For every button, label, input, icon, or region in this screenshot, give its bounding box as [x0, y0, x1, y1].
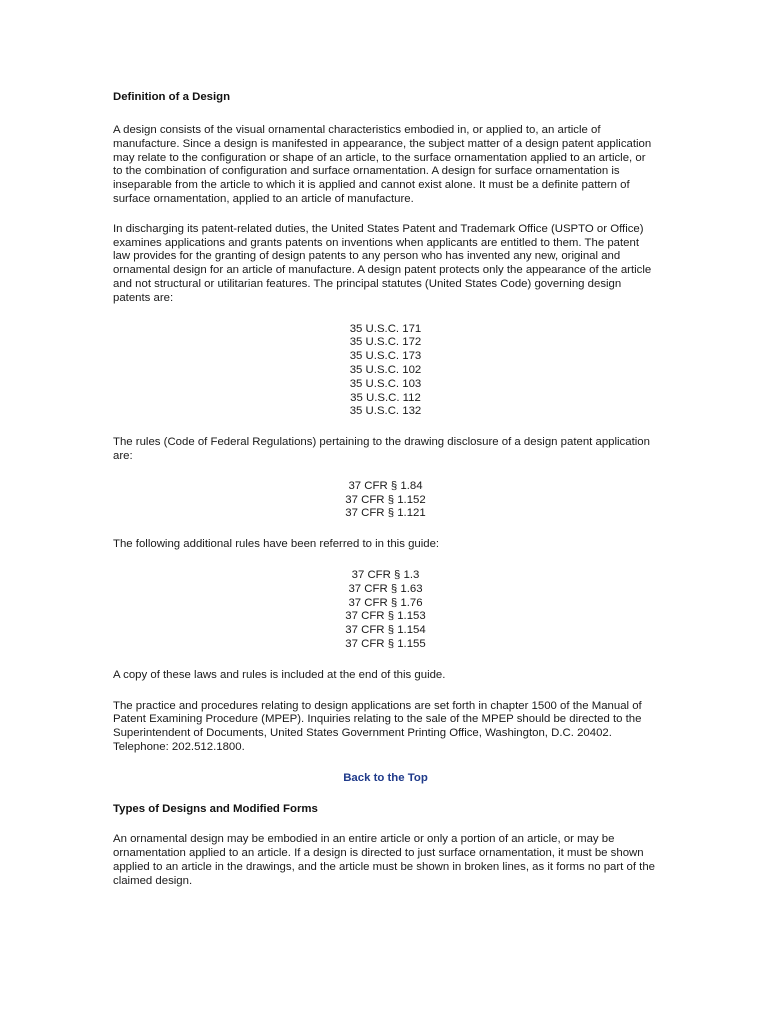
additional-rules-list [113, 569, 658, 652]
rule-item: 37 CFR § 1.3 [351, 568, 420, 581]
rule-item: 37 CFR § 1.121 [345, 507, 426, 520]
paragraph-uspto-duties: In discharging its patent-related duties, the United States Patent and Trademark Office (USPTO or Office) examines applications and grants patents on inventions when applicants are entitled to them. The patent law provides for the granting of design patents to any person who has invented any new, original and ornamental design for an article of manufacture. A design patent protects only the appearance of the article and not structural or utilitarian features. The principal statutes (United States Code) governing design patents are: [113, 222, 652, 304]
paragraph-design-definition: A design consists of the visual ornamental characteristics embodied in, or applied to, an article of manufacture. Since a design is manifested in appearance, the subject matter of a design patent application may relate to the configuration or shape of an article, to the surface ornamentation applied to an article, or to the combination of configuration and surface ornamentation. A design for surface ornamentation is inseparable from the article to which it is applied and cannot exist alone. It must be a definite pattern of surface ornamentation, applied to an article of manufacture. [113, 124, 652, 205]
statute-item: 35 U.S.C. 102 [349, 363, 422, 376]
document-page [113, 90, 658, 889]
statutes-list [113, 323, 658, 420]
paragraph-ornamental-design: An ornamental design may be embodied in an entire article or only a portion of an article, or may be ornamentation applied to an article. If a design is directed to just surface ornamentation, it must be shown applied to an article in the drawings, and the article must be shown in broken lines, as it forms no part of the claimed design. [113, 833, 655, 887]
statute-item: 35 U.S.C. 132 [349, 405, 422, 418]
rule-item: 37 CFR § 1.63 [348, 582, 423, 595]
heading-types-of-designs: Types of Designs and Modified Forms [113, 803, 318, 816]
back-to-top-container [113, 772, 658, 786]
paragraph-copy-of-laws: A copy of these laws and rules is included at the end of this guide. [113, 668, 446, 681]
rule-item: 37 CFR § 1.153 [345, 610, 426, 623]
paragraph-mpep-practice: The practice and procedures relating to design applications are set forth in chapter 1500 of the Manual of Patent Examining Procedure (MPEP). Inquiries relating to the sale of the MPEP should be directed to the Superintendent of Documents, United States Government Printing Office, Washington, D.C. 20402. Telephone: 202.512.1800. [113, 699, 642, 753]
statute-item: 35 U.S.C. 172 [349, 336, 422, 349]
rule-item: 37 CFR § 1.76 [348, 596, 423, 609]
rule-item: 37 CFR § 1.152 [345, 493, 426, 506]
paragraph-additional-rules-intro: The following additional rules have been referred to in this guide: [113, 538, 440, 551]
statute-item: 35 U.S.C. 103 [349, 377, 422, 390]
statute-item: 35 U.S.C. 173 [349, 350, 422, 363]
back-to-top-link[interactable]: Back to the Top [343, 771, 428, 784]
paragraph-drawing-rules-intro: The rules (Code of Federal Regulations) pertaining to the drawing disclosure of a design patent application are: [113, 436, 650, 462]
statute-item: 35 U.S.C. 112 [350, 391, 421, 404]
heading-definition-of-a-design: Definition of a Design [113, 91, 231, 103]
rule-item: 37 CFR § 1.84 [348, 479, 423, 492]
rule-item: 37 CFR § 1.154 [345, 624, 426, 637]
drawing-rules-list [113, 480, 658, 521]
statute-item: 35 U.S.C. 171 [349, 322, 422, 335]
rule-item: 37 CFR § 1.155 [345, 637, 426, 650]
